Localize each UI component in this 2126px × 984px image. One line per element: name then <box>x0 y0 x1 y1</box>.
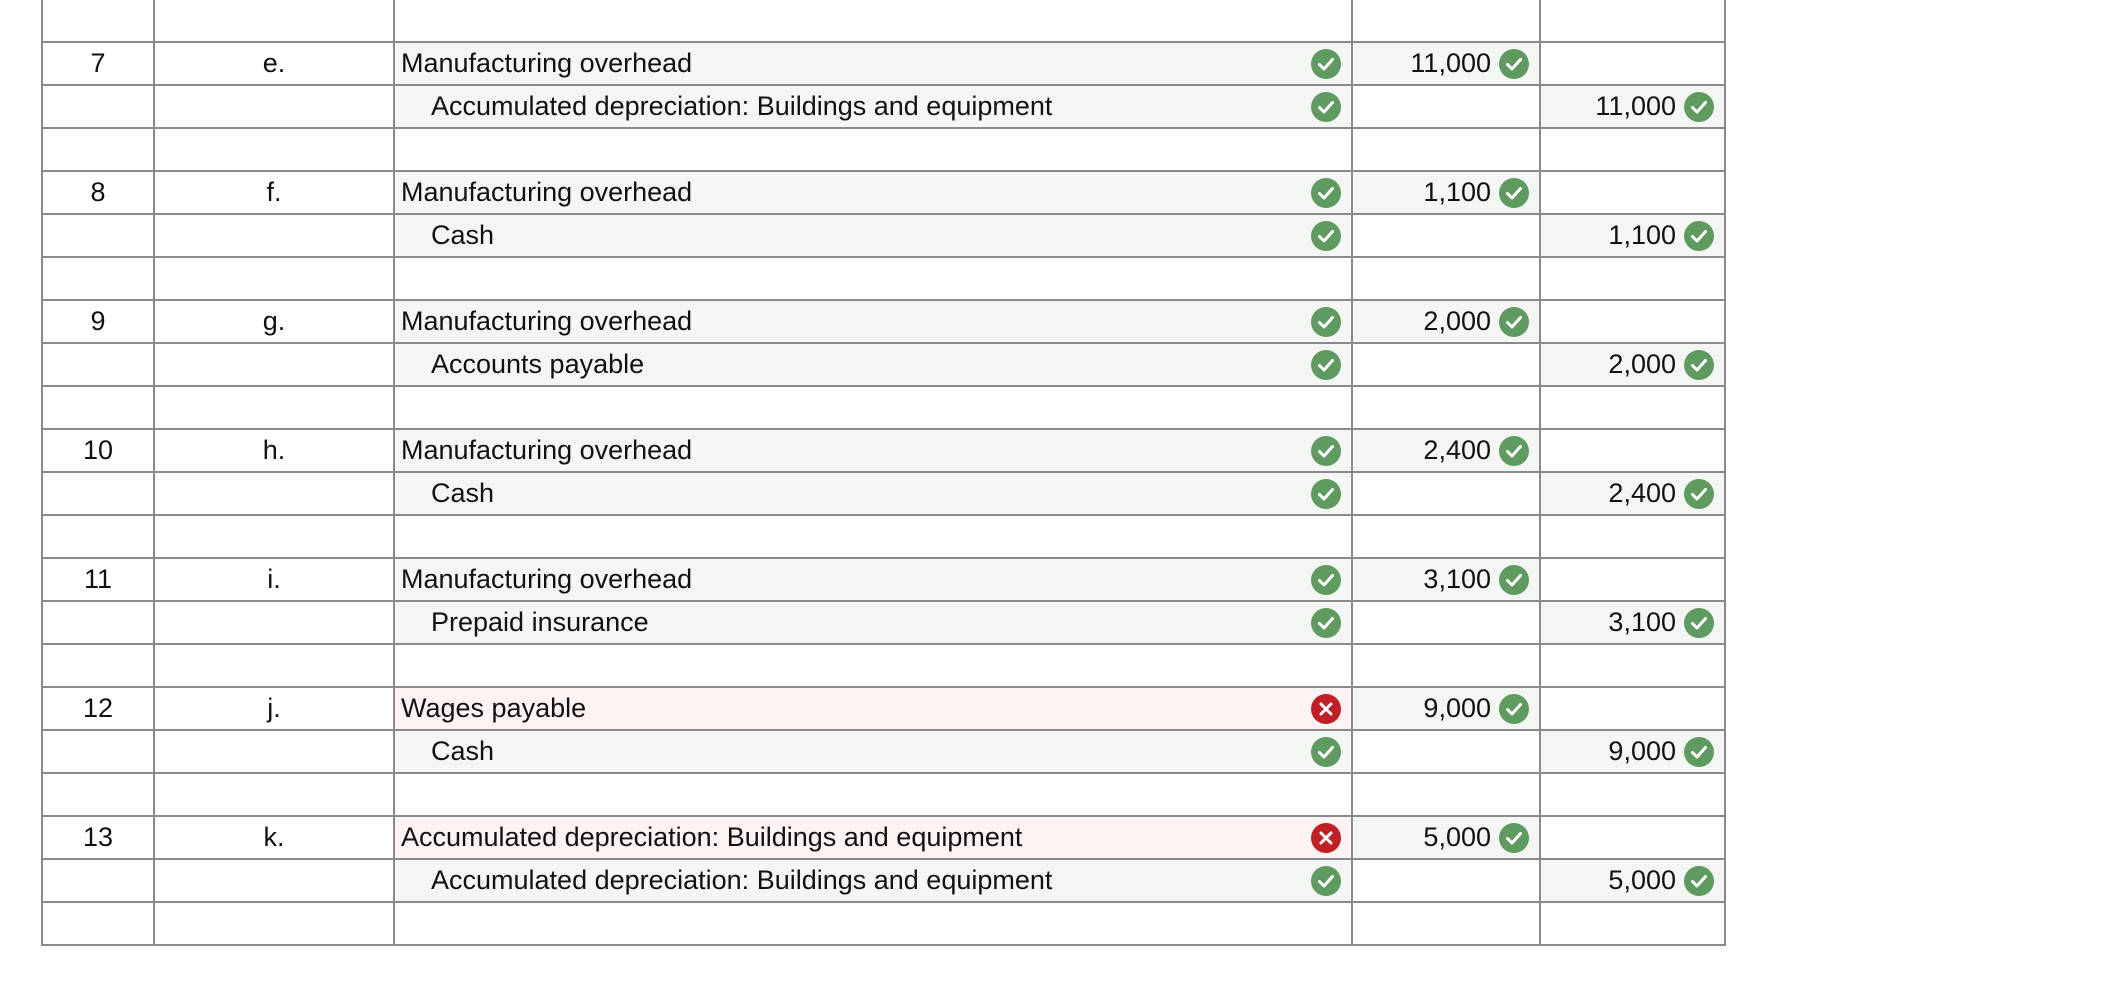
event-label: e. <box>154 42 394 85</box>
credit-amount-field-empty[interactable] <box>1540 128 1725 171</box>
credit-amount-value: 3,100 <box>1608 607 1676 637</box>
event-cell <box>154 214 394 257</box>
event-cell <box>154 85 394 128</box>
spacer-row <box>42 515 1725 558</box>
credit-amount-field[interactable] <box>1540 171 1725 214</box>
credit-account-field[interactable] <box>394 730 1352 773</box>
debit-amount-value: 2,400 <box>1423 435 1491 465</box>
no-cell <box>42 214 154 257</box>
credit-amount-value: 5,000 <box>1608 865 1676 895</box>
check-circle-icon <box>1499 823 1529 853</box>
debit-account-name: Wages payable <box>401 693 587 723</box>
check-circle-icon <box>1684 92 1714 122</box>
x-circle-icon <box>1311 823 1341 853</box>
entry-number: 7 <box>42 42 154 85</box>
entry-credit-row <box>42 214 1725 257</box>
debit-account-name: Accumulated depreciation: Buildings and equipment <box>401 822 1023 852</box>
no-cell <box>42 902 154 945</box>
debit-amount-field[interactable] <box>1352 730 1540 773</box>
debit-account-name: Manufacturing overhead <box>401 564 693 594</box>
account-field-empty[interactable] <box>394 644 1352 687</box>
spacer-row <box>42 773 1725 816</box>
account-field-empty[interactable] <box>394 773 1352 816</box>
entry-credit-row <box>42 472 1725 515</box>
entry-credit-row <box>42 859 1725 902</box>
event-label: j. <box>154 687 394 730</box>
debit-account-field[interactable] <box>394 171 1352 214</box>
debit-amount-value: 9,000 <box>1423 693 1491 723</box>
spacer-row <box>42 0 1725 42</box>
check-circle-icon <box>1311 436 1341 466</box>
credit-amount-field[interactable] <box>1540 214 1725 257</box>
entry-number: 12 <box>42 687 154 730</box>
account-field-empty[interactable] <box>394 128 1352 171</box>
entry-number: 10 <box>42 429 154 472</box>
event-cell <box>154 128 394 171</box>
entry-number: 13 <box>42 816 154 859</box>
no-cell <box>42 85 154 128</box>
x-circle-icon <box>1311 694 1341 724</box>
credit-account-name: Accounts payable <box>431 349 645 379</box>
debit-amount-field[interactable] <box>1352 429 1540 472</box>
check-circle-icon <box>1499 49 1529 79</box>
no-cell <box>42 472 154 515</box>
credit-account-name: Accumulated depreciation: Buildings and equipment <box>431 91 1053 121</box>
debit-amount-value: 1,100 <box>1423 177 1491 207</box>
credit-account-name: Accumulated depreciation: Buildings and equipment <box>431 865 1053 895</box>
credit-amount-field[interactable] <box>1540 687 1725 730</box>
check-circle-icon <box>1311 49 1341 79</box>
event-cell <box>154 730 394 773</box>
debit-amount-field[interactable] <box>1352 85 1540 128</box>
no-cell <box>42 601 154 644</box>
account-field-empty[interactable] <box>394 515 1352 558</box>
event-cell <box>154 773 394 816</box>
debit-amount-field-empty[interactable] <box>1352 644 1540 687</box>
debit-amount-field[interactable] <box>1352 687 1540 730</box>
debit-amount-value: 5,000 <box>1423 822 1491 852</box>
entry-debit-row <box>42 687 1725 730</box>
credit-account-name: Cash <box>431 220 495 250</box>
entry-credit-row <box>42 343 1725 386</box>
entry-number: 9 <box>42 300 154 343</box>
debit-account-field[interactable] <box>394 816 1352 859</box>
account-field-empty[interactable] <box>394 902 1352 945</box>
credit-amount-field-empty[interactable] <box>1540 0 1725 42</box>
check-circle-icon <box>1311 221 1341 251</box>
credit-amount-field[interactable] <box>1540 601 1725 644</box>
spacer-row <box>42 257 1725 300</box>
entry-number: 8 <box>42 171 154 214</box>
credit-amount-value: 9,000 <box>1608 736 1676 766</box>
debit-amount-field-empty[interactable] <box>1352 0 1540 42</box>
no-cell <box>42 128 154 171</box>
event-label: k. <box>154 816 394 859</box>
journal-entry-table <box>41 0 1726 946</box>
credit-account-field[interactable] <box>394 601 1352 644</box>
entry-number: 11 <box>42 558 154 601</box>
no-cell <box>42 386 154 429</box>
check-circle-icon <box>1311 178 1341 208</box>
credit-amount-field[interactable] <box>1540 730 1725 773</box>
event-cell <box>154 0 394 42</box>
check-circle-icon <box>1311 307 1341 337</box>
credit-amount-value: 11,000 <box>1595 91 1676 121</box>
credit-amount-field-empty[interactable] <box>1540 902 1725 945</box>
debit-account-name: Manufacturing overhead <box>401 306 693 336</box>
check-circle-icon <box>1499 694 1529 724</box>
check-circle-icon <box>1311 608 1341 638</box>
account-field-empty[interactable] <box>394 386 1352 429</box>
credit-account-field[interactable] <box>394 472 1352 515</box>
credit-amount-value: 2,000 <box>1608 349 1676 379</box>
debit-amount-field[interactable] <box>1352 42 1540 85</box>
event-cell <box>154 601 394 644</box>
no-cell <box>42 343 154 386</box>
debit-amount-field[interactable] <box>1352 558 1540 601</box>
event-label: g. <box>154 300 394 343</box>
no-cell <box>42 773 154 816</box>
credit-account-name: Prepaid insurance <box>431 607 649 637</box>
credit-account-field[interactable] <box>394 859 1352 902</box>
debit-amount-field-empty[interactable] <box>1352 515 1540 558</box>
check-circle-icon <box>1684 479 1714 509</box>
credit-amount-field-empty[interactable] <box>1540 515 1725 558</box>
debit-amount-field[interactable] <box>1352 859 1540 902</box>
credit-amount-field-empty[interactable] <box>1540 386 1725 429</box>
credit-account-field[interactable] <box>394 343 1352 386</box>
spacer-row <box>42 644 1725 687</box>
no-cell <box>42 644 154 687</box>
no-cell <box>42 257 154 300</box>
check-circle-icon <box>1684 737 1714 767</box>
credit-amount-field[interactable] <box>1540 859 1725 902</box>
credit-account-name: Cash <box>431 478 495 508</box>
entry-debit-row <box>42 171 1725 214</box>
event-cell <box>154 859 394 902</box>
credit-amount-value: 2,400 <box>1608 478 1676 508</box>
debit-account-field[interactable] <box>394 687 1352 730</box>
event-cell <box>154 257 394 300</box>
check-circle-icon <box>1311 479 1341 509</box>
debit-account-field[interactable] <box>394 300 1352 343</box>
check-circle-icon <box>1499 307 1529 337</box>
entry-debit-row <box>42 816 1725 859</box>
credit-amount-field-empty[interactable] <box>1540 773 1725 816</box>
event-cell <box>154 386 394 429</box>
debit-amount-field-empty[interactable] <box>1352 902 1540 945</box>
no-cell <box>42 730 154 773</box>
credit-amount-field[interactable] <box>1540 85 1725 128</box>
credit-amount-field[interactable] <box>1540 558 1725 601</box>
debit-amount-field[interactable] <box>1352 171 1540 214</box>
credit-amount-field-empty[interactable] <box>1540 644 1725 687</box>
debit-account-field[interactable] <box>394 429 1352 472</box>
credit-amount-field[interactable] <box>1540 472 1725 515</box>
check-circle-icon <box>1499 565 1529 595</box>
account-field-empty[interactable] <box>394 0 1352 42</box>
debit-amount-field[interactable] <box>1352 472 1540 515</box>
event-label: f. <box>154 171 394 214</box>
check-circle-icon <box>1684 866 1714 896</box>
credit-amount-value: 1,100 <box>1608 220 1676 250</box>
debit-amount-field[interactable] <box>1352 343 1540 386</box>
credit-amount-field[interactable] <box>1540 42 1725 85</box>
credit-account-field[interactable] <box>394 214 1352 257</box>
credit-amount-field-empty[interactable] <box>1540 257 1725 300</box>
entry-debit-row <box>42 558 1725 601</box>
no-cell <box>42 859 154 902</box>
check-circle-icon <box>1311 350 1341 380</box>
event-cell <box>154 343 394 386</box>
debit-account-field[interactable] <box>394 558 1352 601</box>
credit-amount-field[interactable] <box>1540 429 1725 472</box>
debit-amount-field-empty[interactable] <box>1352 386 1540 429</box>
credit-account-name: Cash <box>431 736 495 766</box>
debit-account-name: Manufacturing overhead <box>401 435 693 465</box>
event-cell <box>154 902 394 945</box>
check-circle-icon <box>1499 178 1529 208</box>
journal-entry-body <box>42 0 1725 945</box>
debit-amount-field[interactable] <box>1352 300 1540 343</box>
debit-account-name: Manufacturing overhead <box>401 177 693 207</box>
check-circle-icon <box>1311 565 1341 595</box>
credit-amount-field[interactable] <box>1540 816 1725 859</box>
check-circle-icon <box>1684 608 1714 638</box>
check-circle-icon <box>1499 436 1529 466</box>
debit-amount-field-empty[interactable] <box>1352 128 1540 171</box>
event-cell <box>154 472 394 515</box>
no-cell <box>42 515 154 558</box>
debit-amount-field[interactable] <box>1352 816 1540 859</box>
entry-credit-row <box>42 85 1725 128</box>
credit-account-field[interactable] <box>394 85 1352 128</box>
event-label: i. <box>154 558 394 601</box>
spacer-row <box>42 128 1725 171</box>
debit-amount-field[interactable] <box>1352 214 1540 257</box>
no-cell <box>42 0 154 42</box>
debit-account-field[interactable] <box>394 42 1352 85</box>
debit-amount-field[interactable] <box>1352 601 1540 644</box>
entry-credit-row <box>42 601 1725 644</box>
debit-account-name: Manufacturing overhead <box>401 48 693 78</box>
entry-debit-row <box>42 42 1725 85</box>
debit-amount-field-empty[interactable] <box>1352 773 1540 816</box>
credit-amount-field[interactable] <box>1540 343 1725 386</box>
check-circle-icon <box>1311 92 1341 122</box>
check-circle-icon <box>1684 221 1714 251</box>
event-cell <box>154 644 394 687</box>
event-label: h. <box>154 429 394 472</box>
spacer-row <box>42 902 1725 945</box>
spacer-row <box>42 386 1725 429</box>
check-circle-icon <box>1311 737 1341 767</box>
check-circle-icon <box>1684 350 1714 380</box>
credit-amount-field[interactable] <box>1540 300 1725 343</box>
entry-debit-row <box>42 300 1725 343</box>
account-field-empty[interactable] <box>394 257 1352 300</box>
debit-amount-value: 2,000 <box>1423 306 1491 336</box>
entry-credit-row <box>42 730 1725 773</box>
entry-debit-row <box>42 429 1725 472</box>
check-circle-icon <box>1311 866 1341 896</box>
debit-amount-field-empty[interactable] <box>1352 257 1540 300</box>
debit-amount-value: 3,100 <box>1423 564 1491 594</box>
event-cell <box>154 515 394 558</box>
debit-amount-value: 11,000 <box>1410 48 1491 78</box>
